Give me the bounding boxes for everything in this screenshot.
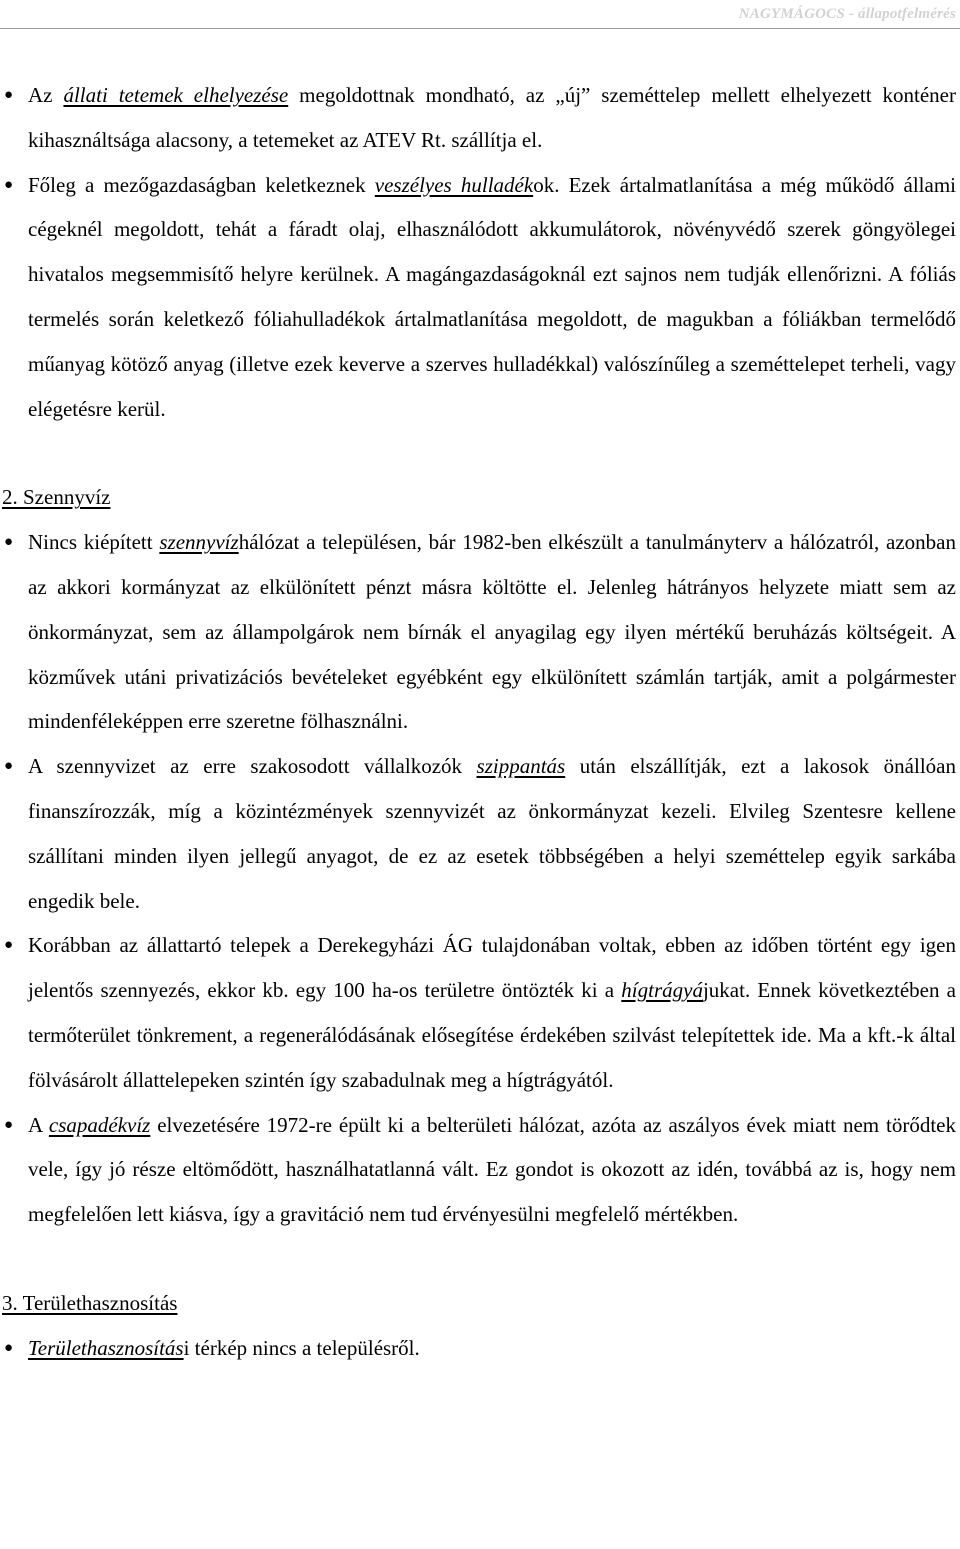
list-item-sewage-collection bbox=[0, 744, 956, 923]
bullet-icon: ● bbox=[4, 87, 14, 103]
list-item-sewer-network bbox=[0, 520, 956, 744]
list-item-livestock-farms bbox=[0, 923, 956, 1102]
list-item-animal-carcasses bbox=[0, 73, 956, 163]
bullet-icon: ● bbox=[4, 176, 14, 193]
text-run: Főleg a mezőgazdaságban keletkeznek bbox=[28, 172, 375, 197]
text-run: i térkép nincs a településről. bbox=[183, 1335, 420, 1360]
text-run: Nincs kiépített bbox=[28, 530, 160, 555]
bullet-icon: ● bbox=[4, 1116, 14, 1133]
spacer bbox=[0, 1237, 956, 1281]
bullet-icon: ● bbox=[4, 937, 14, 954]
list-item-land-use-map bbox=[0, 1326, 956, 1371]
text-run: hálózat a településen, bár 1982-ben elkészült a tanulmányterv a hálózatról, azonban az akkori kormányzat az elkülönített pénzt másra költötte el. Jelenleg hátrányos helyzete miatt sem az önkormányzat, sem az állampolgárok nem bírnák el anyagilag egy ilyen mértékű beruházás költségeit. A közművek utáni privatizációs bevételeket egyébként egy elkülönített számlán tartják, amit a polgármester mindenféleképpen erre szeretne fölhasználni. bbox=[28, 530, 956, 734]
text-run: megoldottnak mondható, az „új” szeméttelep mellett elhelyezett konténer kihasználtsága alacsony, a tetemeket az ATEV Rt. szállítja el. bbox=[28, 83, 956, 152]
spacer bbox=[0, 431, 956, 475]
link-term-veszelyes-hulladek[interactable]: veszélyes hulladék bbox=[374, 172, 534, 197]
section-heading-szennyviz bbox=[0, 475, 956, 520]
text-run: jukat. Ennek következtében a termőterület tönkrement, a regenerálódásának elősegítése érdekében szilvást telepítettek ide. Ma a kft.-k által fölvásárolt állattelepeken szintén így szabadulnak meg a hígtrágyától. bbox=[28, 978, 956, 1092]
list-item-hazardous-waste bbox=[0, 163, 956, 432]
text-run: elvezetésére 1972-re épült ki a belterületi hálózat, azóta az aszályos évek miatt nem törődtek vele, így jó része eltömődött, használhatatlanná vált. Ez gondot is okozott az idén, továbbá az is, hogy nem megfelelően lett kiásva, így a gravitáció nem tud érvényesülni megfelelő mértékben. bbox=[28, 1112, 956, 1227]
text-run: után elszállítják, ezt a lakosok önállóan finanszírozzák, míg a közintézmények szennyvizét az önkormányzat kezeli. Elvileg Szentesre kellene szállítani minden ilyen jellegű anyagot, de ez az esetek többségében a helyi szeméttelep egyik sarkába engedik bele. bbox=[28, 754, 956, 913]
section-heading-text: 2. Szennyvíz bbox=[2, 485, 111, 510]
text-run: A szennyvizet az erre szakosodott vállalkozók bbox=[28, 754, 477, 779]
document-body bbox=[0, 73, 956, 1371]
link-term-csapadekviz[interactable]: csapadékvíz bbox=[48, 1112, 151, 1137]
list-item-rainwater bbox=[0, 1103, 956, 1237]
link-term-higtragya[interactable]: hígtrágyá bbox=[621, 978, 703, 1003]
link-term-szippantas[interactable]: szippantás bbox=[476, 754, 566, 779]
section-heading-text: 3. Területhasznosítás bbox=[2, 1290, 178, 1315]
text-run: A bbox=[28, 1112, 49, 1137]
section-heading-teruelethasznositas bbox=[0, 1281, 956, 1326]
bullet-icon: ● bbox=[4, 534, 14, 551]
text-run: Korábban az állattartó telepek a Derekegyházi ÁG tulajdonában voltak, ebben az időben történt egy igen jelentős szennyezés, ekkor kb. egy 100 ha-os területre öntözték ki a bbox=[28, 933, 956, 1003]
link-term-teruelethasznositas[interactable]: Területhasznosítás bbox=[28, 1335, 184, 1360]
link-term-allati-tetemek[interactable]: állati tetemek elhelyezése bbox=[63, 83, 289, 107]
text-run: Az bbox=[28, 83, 64, 107]
bullet-icon: ● bbox=[4, 758, 14, 775]
bullet-icon: ● bbox=[4, 1339, 14, 1356]
text-run: ok. Ezek ártalmatlanítása a még működő állami cégeknél megoldott, tehát a fáradt olaj, elhasználódott akkumulátorok, növényvédő szerek göngyölegei hivatalos megsemmisítő helyre kerülnek. A magángazdaságoknál ezt sajnos nem tudják ellenőrizni. A fóliás termelés során keletkező fóliahulladékok ártalmatlanítása megoldott, de magukban a fóliákban termelődő műanyag kötöző anyag (illetve ezek keverve a szerves hulladékkal) valószínűleg a szeméttelepet terheli, vagy elégetésre kerül. bbox=[28, 172, 956, 421]
link-term-szennyviz[interactable]: szennyvíz bbox=[159, 530, 239, 555]
page-header-title: NAGYMÁGOCS - állapotfelmérés bbox=[738, 6, 956, 22]
header-divider bbox=[0, 28, 960, 29]
